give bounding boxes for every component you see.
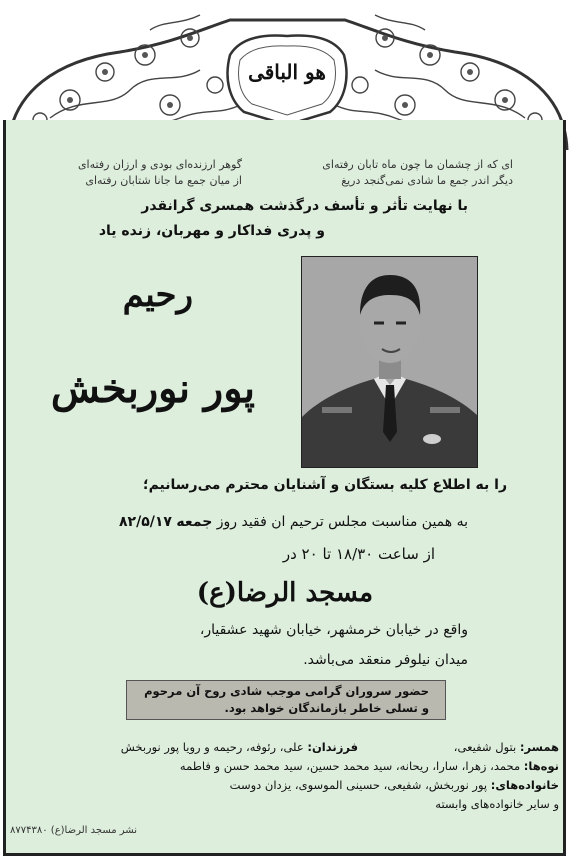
ceremony-time-line: از ساعت ۱۸/۳۰ تا ۲۰ در xyxy=(282,545,435,563)
family-grandchildren-row xyxy=(180,757,559,775)
poem-verse-right-1: ای که از چشمان ما چون ماه تابان رفته‌ای xyxy=(322,158,513,171)
deceased-first-name: رحیم xyxy=(122,275,193,315)
address-line-2: میدان نیلوفر منعقد می‌باشد. xyxy=(303,652,468,668)
children-label: فرزندان: xyxy=(307,740,358,754)
grandchildren-names: محمد، زهرا، سارا، ریحانه، سید محمد حسین، سید محمد حسن و فاطمه xyxy=(179,759,521,773)
notice-line-2: و تسلی خاطر بازماندگان خواهد بود. xyxy=(224,701,429,715)
family-spouse-row xyxy=(454,738,559,756)
children-names: علی، رئوفه، رحیمه و رویا پور نوربخش xyxy=(120,740,304,754)
poem-verse-left-1: گوهر ارزنده‌ای بودی و ارزان رفته‌ای xyxy=(77,158,242,171)
portrait-image xyxy=(302,257,478,468)
calligraphy-heading: هو الباقی xyxy=(248,60,326,84)
ceremony-date: ۸۲/۵/۱۷ xyxy=(119,514,172,530)
family-children-row xyxy=(121,738,358,756)
grandchildren-label: نوه‌ها: xyxy=(523,759,559,773)
families-label: خانواده‌های: xyxy=(490,778,559,792)
spouse-label: همسر: xyxy=(519,740,559,754)
poem-verse-left-2: از میان جمع ما جانا شتابان رفته‌ای xyxy=(85,174,242,187)
spouse-name: بتول شفیعی، xyxy=(453,740,517,754)
ceremony-intro-text: به همین مناسبت مجلس ترحیم ان فقید روز xyxy=(216,514,468,530)
ceremony-day: جمعه xyxy=(176,514,213,530)
announcement-line: را به اطلاع کلیه بستگان و آشنایان محترم می‌رسانیم؛ xyxy=(142,477,507,493)
family-relatives-row xyxy=(230,776,559,794)
notice-line-1: حضور سروران گرامی موجب شادی روح آن مرحوم xyxy=(144,684,429,698)
deceased-portrait-photo xyxy=(301,256,478,468)
address-line-1: واقع در خیابان خرمشهر، خیابان شهید عشقیار، xyxy=(199,622,468,638)
family-relatives-row-2: و سایر خانواده‌های وابسته xyxy=(435,797,559,811)
mosque-name: مسجد الرضا(ع) xyxy=(196,578,373,608)
publisher-credit: نشر مسجد الرضا(ع) ۸۷۷۴۳۸۰ xyxy=(10,825,137,836)
ceremony-line-1 xyxy=(119,514,468,530)
deceased-last-name: پور نوربخش xyxy=(50,365,255,412)
intro-line-1: با نهایت تأثر و تأسف درگذشت همسری گرانقدر xyxy=(141,198,468,214)
families-names: پور نوربخش، شفیعی، حسینی الموسوی، یزدان دوست xyxy=(229,778,488,792)
intro-line-2: و پدری فداکار و مهربان، زنده یاد xyxy=(98,223,325,239)
poem-verse-right-2: دیگر اندر جمع ما شادی نمی‌گنجد دریغ xyxy=(341,174,513,187)
